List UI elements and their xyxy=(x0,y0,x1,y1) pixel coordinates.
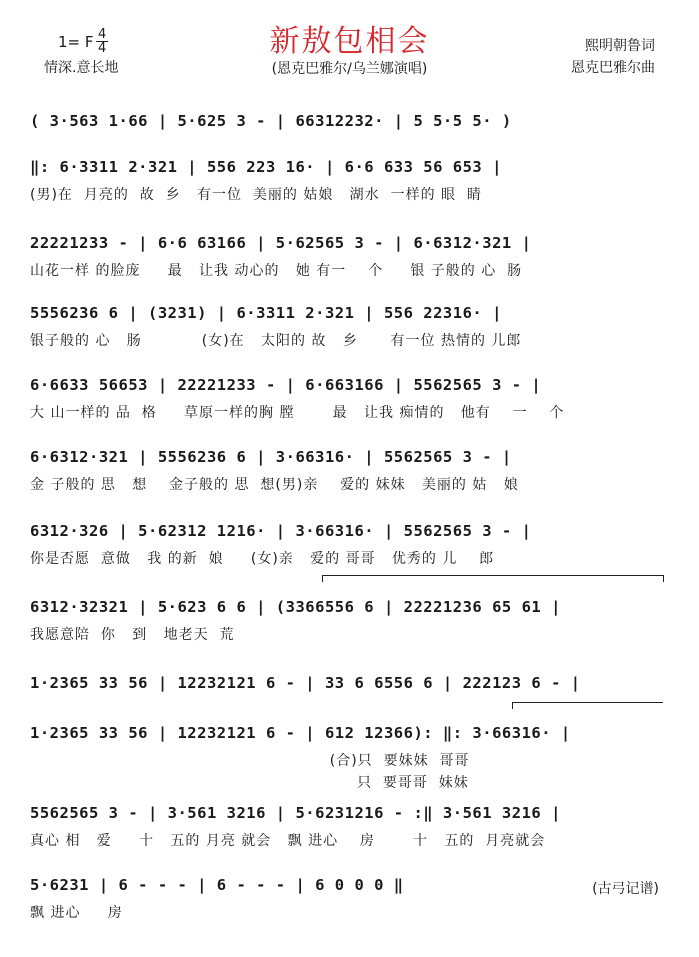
score-line-11 xyxy=(30,800,670,864)
lyrics: (男)在 月亮的 故 乡 有一位 美丽的 姑娘 湖水 一样的 眼 睛 xyxy=(30,187,482,203)
volta-bracket-1 xyxy=(322,575,664,582)
score-line-12 xyxy=(30,872,670,936)
notation: ( 3·563 1·66 | 5·625 3 - | 66312232· | 5 5·5 5· ) xyxy=(30,112,512,130)
lyrics: 大 山一样的 品 格 草原一样的胸 膛 最 让我 痴情的 他有 一 个 xyxy=(30,405,565,421)
key-signature: 1= F xyxy=(58,33,94,51)
lyrics: 飘 进心 房 xyxy=(30,905,123,921)
tempo-mood: 情深.意长地 xyxy=(44,60,119,76)
score-line-7 xyxy=(30,518,670,582)
notation: 22221233 - | 6·6 63166 | 5·62565 3 - | 6·6312·321 | xyxy=(30,234,532,252)
score-line-8 xyxy=(30,594,670,658)
time-signature xyxy=(96,28,108,55)
composer: 恩克巴雅尔曲 xyxy=(571,60,655,76)
time-signature-top: 4 xyxy=(98,27,107,42)
notation: 6312·326 | 5·62312 1216· | 3·66316· | 5562565 3 - | xyxy=(30,522,532,540)
lyrics: 你是否愿 意做 我 的新 娘 (女)亲 爱的 哥哥 优秀的 儿 郎 xyxy=(30,551,495,567)
score-line-6 xyxy=(30,444,670,508)
performers: (恩克巴雅尔/乌兰娜演唱) xyxy=(271,61,428,77)
lyrics: 我愿意陪 你 到 地老天 荒 xyxy=(30,627,235,643)
lyrics: (合)只 要妹妹 哥哥 xyxy=(30,753,470,769)
notation: 6·6633 56653 | 22221233 - | 6·663166 | 5562565 3 - | xyxy=(30,376,542,394)
notation: 1·2365 33 56 | 12232121 6 - | 33 6 6556 6 | 222123 6 - | xyxy=(30,674,581,692)
score-line-5 xyxy=(30,372,670,436)
notation: 5556236 6 | (3231) | 6·3311 2·321 | 556 22316· | xyxy=(30,304,502,322)
score-line-10 xyxy=(30,720,670,791)
notation: 1·2365 33 56 | 12232121 6 - | 612 12366): ‖: 3·66316· | xyxy=(30,724,571,742)
score-line-2 xyxy=(30,154,670,218)
lyrics: 银子般的 心 肠 (女)在 太阳的 故 乡 有一位 热情的 儿郎 xyxy=(30,333,522,349)
time-signature-bottom: 4 xyxy=(98,41,107,56)
lyrics: 金 子般的 思 想 金子般的 思 想(男)亲 爱的 妹妹 美丽的 姑 娘 xyxy=(30,477,519,493)
lyricist: 熙明朝鲁词 xyxy=(585,38,655,54)
notation: 5·6231 | 6 - - - | 6 - - - | 6 0 0 0 ‖ xyxy=(30,876,404,894)
song-title: 新敖包相会 xyxy=(269,24,430,59)
notation: 5562565 3 - | 3·561 3216 | 5·6231216 - :‖ 3·561 3216 | xyxy=(30,804,561,822)
transcriber-credit: (古弓记谱) xyxy=(592,881,659,897)
notation: 6312·32321 | 5·623 6 6 | (3366556 6 | 22221236 65 61 | xyxy=(30,598,561,616)
notation: 6·6312·321 | 5556236 6 | 3·66316· | 5562565 3 - | xyxy=(30,448,512,466)
score-line-4 xyxy=(30,300,670,364)
score-line-3 xyxy=(30,230,670,294)
lyrics-second-verse: 只 要哥哥 妹妹 xyxy=(30,775,469,791)
volta-bracket-2 xyxy=(512,702,663,709)
notation: ‖: 6·3311 2·321 | 556 223 16· | 6·6 633 56 653 | xyxy=(30,158,502,176)
lyrics: 真心 相 爱 十 五的 月亮 就会 飘 进心 房 十 五的 月亮就会 xyxy=(30,833,546,849)
lyrics: 山花一样 的脸庞 最 让我 动心的 她 有一 个 银 子般的 心 肠 xyxy=(30,263,523,279)
